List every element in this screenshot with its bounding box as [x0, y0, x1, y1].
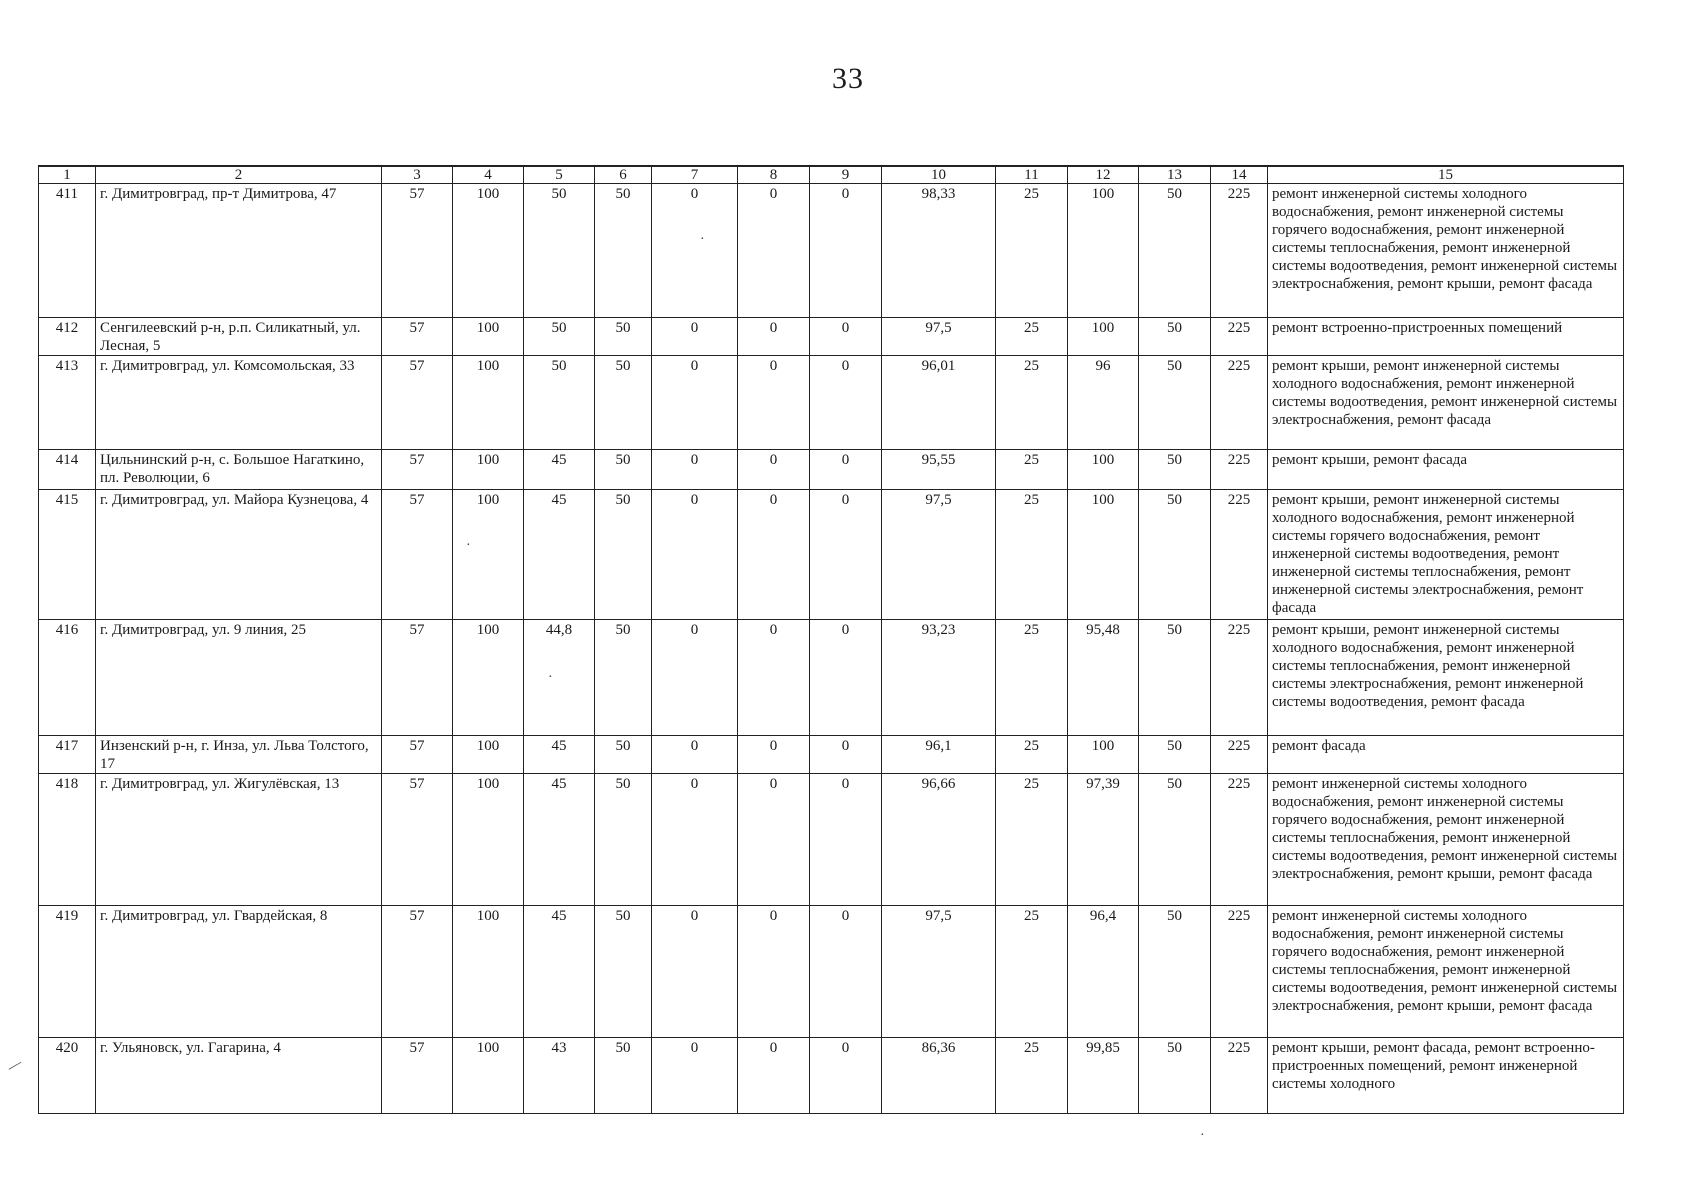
value-cell: 100 — [453, 450, 524, 490]
works-cell: ремонт крыши, ремонт инженерной системы холодного водоснабжения, ремонт инженерной системы теплоснабжения, ремонт инженерной системы электроснабжения, ремонт инженерной системы водоотведения, ремонт фасада — [1268, 620, 1624, 736]
works-cell: ремонт инженерной системы холодного водоснабжения, ремонт инженерной системы горячего водоснабжения, ремонт инженерной системы теплоснабжения, ремонт инженерной системы водоотведения, ремонт инженерной системы электроснабжения, ремонт крыши, ремонт фасада — [1268, 184, 1624, 318]
value-cell: 100 — [1068, 490, 1139, 620]
table-row — [39, 736, 1624, 774]
table-row — [39, 450, 1624, 490]
value-cell: 50 — [595, 906, 652, 1038]
column-header: 7 — [652, 166, 738, 184]
value-cell: 100 — [453, 490, 524, 620]
column-header: 2 — [96, 166, 382, 184]
row-number-cell: 416 — [39, 620, 96, 736]
value-cell: 100 — [453, 620, 524, 736]
address-cell: г. Ульяновск, ул. Гагарина, 4 — [96, 1038, 382, 1114]
works-cell: ремонт инженерной системы холодного водоснабжения, ремонт инженерной системы горячего водоснабжения, ремонт инженерной системы теплоснабжения, ремонт инженерной системы водоотведения, ремонт инженерной системы электроснабжения, ремонт крыши, ремонт фасада — [1268, 906, 1624, 1038]
value-cell: 57 — [382, 1038, 453, 1114]
address-cell: г. Димитровград, ул. 9 линия, 25 — [96, 620, 382, 736]
value-cell: 50 — [1139, 774, 1211, 906]
value-cell: 57 — [382, 906, 453, 1038]
table-row — [39, 620, 1624, 736]
value-cell: 57 — [382, 356, 453, 450]
value-cell: 50 — [1139, 620, 1211, 736]
value-cell: 225 — [1211, 318, 1268, 356]
column-header: 9 — [810, 166, 882, 184]
value-cell: 50 — [595, 774, 652, 906]
value-cell: 100 — [453, 1038, 524, 1114]
address-cell: г. Димитровград, ул. Жигулёвская, 13 — [96, 774, 382, 906]
value-cell: 25 — [996, 450, 1068, 490]
value-cell: 97,5 — [882, 490, 996, 620]
table-row — [39, 318, 1624, 356]
value-cell: 0 — [810, 356, 882, 450]
value-cell: 57 — [382, 774, 453, 906]
value-cell: 57 — [382, 450, 453, 490]
value-cell: 96 — [1068, 356, 1139, 450]
value-cell: 0 — [738, 736, 810, 774]
table-row — [39, 1038, 1624, 1114]
works-cell: ремонт фасада — [1268, 736, 1624, 774]
value-cell: 0 — [738, 774, 810, 906]
table-body — [39, 166, 1624, 1114]
value-cell: 0 — [810, 184, 882, 318]
column-header: 12 — [1068, 166, 1139, 184]
value-cell: 99,85 — [1068, 1038, 1139, 1114]
value-cell: 25 — [996, 906, 1068, 1038]
address-cell: г. Димитровград, ул. Комсомольская, 33 — [96, 356, 382, 450]
value-cell: 50 — [524, 184, 595, 318]
column-header: 14 — [1211, 166, 1268, 184]
value-cell: 50 — [595, 450, 652, 490]
value-cell: 0 — [652, 450, 738, 490]
value-cell: 50 — [595, 1038, 652, 1114]
value-cell: 225 — [1211, 736, 1268, 774]
value-cell: 0 — [652, 1038, 738, 1114]
value-cell: 50 — [595, 620, 652, 736]
repair-schedule-table — [38, 165, 1624, 1114]
column-header: 10 — [882, 166, 996, 184]
value-cell: 50 — [595, 356, 652, 450]
value-cell: 96,66 — [882, 774, 996, 906]
value-cell: 98,33 — [882, 184, 996, 318]
column-header: 11 — [996, 166, 1068, 184]
column-header: 1 — [39, 166, 96, 184]
value-cell: 96,1 — [882, 736, 996, 774]
address-cell: Сенгилеевский р-н, р.п. Силикатный, ул. Лесная, 5 — [96, 318, 382, 356]
value-cell: 50 — [595, 184, 652, 318]
value-cell: 0 — [810, 906, 882, 1038]
value-cell: 50 — [524, 318, 595, 356]
value-cell: 45 — [524, 450, 595, 490]
value-cell: 25 — [996, 774, 1068, 906]
value-cell: 0 — [738, 620, 810, 736]
value-cell: 225 — [1211, 450, 1268, 490]
address-cell: г. Димитровград, ул. Майора Кузнецова, 4 — [96, 490, 382, 620]
value-cell: 0 — [738, 356, 810, 450]
value-cell: 0 — [810, 1038, 882, 1114]
scan-speck: · — [548, 670, 553, 685]
value-cell: 25 — [996, 1038, 1068, 1114]
address-cell: Цильнинский р-н, с. Большое Нагаткино, пл. Революции, 6 — [96, 450, 382, 490]
works-cell: ремонт крыши, ремонт фасада — [1268, 450, 1624, 490]
value-cell: 0 — [810, 736, 882, 774]
value-cell: 57 — [382, 184, 453, 318]
value-cell: 100 — [453, 318, 524, 356]
value-cell: 225 — [1211, 774, 1268, 906]
value-cell: 57 — [382, 490, 453, 620]
column-header: 6 — [595, 166, 652, 184]
value-cell: 50 — [1139, 356, 1211, 450]
row-number-cell: 415 — [39, 490, 96, 620]
value-cell: 0 — [810, 774, 882, 906]
row-number-cell: 418 — [39, 774, 96, 906]
works-cell: ремонт встроенно-пристроенных помещений — [1268, 318, 1624, 356]
works-cell: ремонт инженерной системы холодного водоснабжения, ремонт инженерной системы горячего водоснабжения, ремонт инженерной системы теплоснабжения, ремонт инженерной системы водоотведения, ремонт инженерной системы электроснабжения, ремонт крыши, ремонт фасада — [1268, 774, 1624, 906]
value-cell: 95,55 — [882, 450, 996, 490]
value-cell: 45 — [524, 774, 595, 906]
value-cell: 50 — [595, 490, 652, 620]
value-cell: 93,23 — [882, 620, 996, 736]
value-cell: 57 — [382, 620, 453, 736]
value-cell: 100 — [453, 184, 524, 318]
scan-speck: · — [1200, 1128, 1205, 1143]
works-cell: ремонт крыши, ремонт инженерной системы холодного водоснабжения, ремонт инженерной системы водоотведения, ремонт инженерной системы электроснабжения, ремонт фасада — [1268, 356, 1624, 450]
column-header: 5 — [524, 166, 595, 184]
value-cell: 25 — [996, 736, 1068, 774]
value-cell: 50 — [1139, 490, 1211, 620]
column-header: 13 — [1139, 166, 1211, 184]
value-cell: 25 — [996, 318, 1068, 356]
value-cell: 0 — [652, 318, 738, 356]
value-cell: 96,01 — [882, 356, 996, 450]
value-cell: 0 — [738, 450, 810, 490]
value-cell: 0 — [738, 906, 810, 1038]
value-cell: 225 — [1211, 620, 1268, 736]
value-cell: 0 — [652, 490, 738, 620]
value-cell: 44,8 — [524, 620, 595, 736]
value-cell: 100 — [1068, 318, 1139, 356]
value-cell: 45 — [524, 490, 595, 620]
row-number-cell: 411 — [39, 184, 96, 318]
value-cell: 43 — [524, 1038, 595, 1114]
value-cell: 25 — [996, 490, 1068, 620]
value-cell: 25 — [996, 184, 1068, 318]
value-cell: 100 — [453, 774, 524, 906]
header-row — [39, 166, 1624, 184]
value-cell: 0 — [810, 450, 882, 490]
value-cell: 50 — [595, 318, 652, 356]
table-row — [39, 184, 1624, 318]
value-cell: 0 — [738, 490, 810, 620]
row-number-cell: 414 — [39, 450, 96, 490]
value-cell: 86,36 — [882, 1038, 996, 1114]
value-cell: 57 — [382, 318, 453, 356]
scan-speck: · — [466, 538, 471, 553]
row-number-cell: 417 — [39, 736, 96, 774]
value-cell: 100 — [1068, 736, 1139, 774]
value-cell: 100 — [1068, 184, 1139, 318]
value-cell: 100 — [453, 736, 524, 774]
column-header: 3 — [382, 166, 453, 184]
column-header: 15 — [1268, 166, 1624, 184]
value-cell: 50 — [524, 356, 595, 450]
address-cell: Инзенский р-н, г. Инза, ул. Льва Толстого, 17 — [96, 736, 382, 774]
value-cell: 50 — [595, 736, 652, 774]
value-cell: 97,5 — [882, 318, 996, 356]
table-row — [39, 906, 1624, 1038]
value-cell: 0 — [652, 620, 738, 736]
value-cell: 225 — [1211, 1038, 1268, 1114]
page-number: 33 — [832, 62, 864, 95]
value-cell: 97,39 — [1068, 774, 1139, 906]
value-cell: 50 — [1139, 736, 1211, 774]
row-number-cell: 420 — [39, 1038, 96, 1114]
value-cell: 225 — [1211, 184, 1268, 318]
value-cell: 0 — [810, 490, 882, 620]
value-cell: 95,48 — [1068, 620, 1139, 736]
value-cell: 0 — [652, 906, 738, 1038]
scan-mark: — — [4, 1055, 25, 1076]
value-cell: 0 — [738, 318, 810, 356]
value-cell: 0 — [810, 620, 882, 736]
value-cell: 96,4 — [1068, 906, 1139, 1038]
row-number-cell: 419 — [39, 906, 96, 1038]
value-cell: 45 — [524, 906, 595, 1038]
address-cell: г. Димитровград, пр-т Димитрова, 47 — [96, 184, 382, 318]
value-cell: 50 — [1139, 450, 1211, 490]
value-cell: 100 — [1068, 450, 1139, 490]
works-cell: ремонт крыши, ремонт инженерной системы холодного водоснабжения, ремонт инженерной системы горячего водоснабжения, ремонт инженерной системы водоотведения, ремонт инженерной системы теплоснабжения, ремонт инженерной системы электроснабжения, ремонт фасада — [1268, 490, 1624, 620]
value-cell: 100 — [453, 356, 524, 450]
address-cell: г. Димитровград, ул. Гвардейская, 8 — [96, 906, 382, 1038]
table-row — [39, 356, 1624, 450]
table-row — [39, 774, 1624, 906]
value-cell: 0 — [652, 774, 738, 906]
value-cell: 0 — [810, 318, 882, 356]
value-cell: 100 — [453, 906, 524, 1038]
value-cell: 0 — [738, 184, 810, 318]
scan-speck: · — [700, 232, 705, 247]
column-header: 8 — [738, 166, 810, 184]
value-cell: 0 — [652, 736, 738, 774]
value-cell: 97,5 — [882, 906, 996, 1038]
table-row — [39, 490, 1624, 620]
works-cell: ремонт крыши, ремонт фасада, ремонт встроенно-пристроенных помещений, ремонт инженерной системы холодного — [1268, 1038, 1624, 1114]
value-cell: 25 — [996, 356, 1068, 450]
value-cell: 57 — [382, 736, 453, 774]
value-cell: 225 — [1211, 356, 1268, 450]
value-cell: 25 — [996, 620, 1068, 736]
value-cell: 50 — [1139, 184, 1211, 318]
value-cell: 0 — [652, 356, 738, 450]
value-cell: 50 — [1139, 906, 1211, 1038]
value-cell: 0 — [738, 1038, 810, 1114]
value-cell: 50 — [1139, 318, 1211, 356]
row-number-cell: 412 — [39, 318, 96, 356]
value-cell: 225 — [1211, 906, 1268, 1038]
row-number-cell: 413 — [39, 356, 96, 450]
value-cell: 0 — [652, 184, 738, 318]
value-cell: 225 — [1211, 490, 1268, 620]
value-cell: 50 — [1139, 1038, 1211, 1114]
column-header: 4 — [453, 166, 524, 184]
value-cell: 45 — [524, 736, 595, 774]
